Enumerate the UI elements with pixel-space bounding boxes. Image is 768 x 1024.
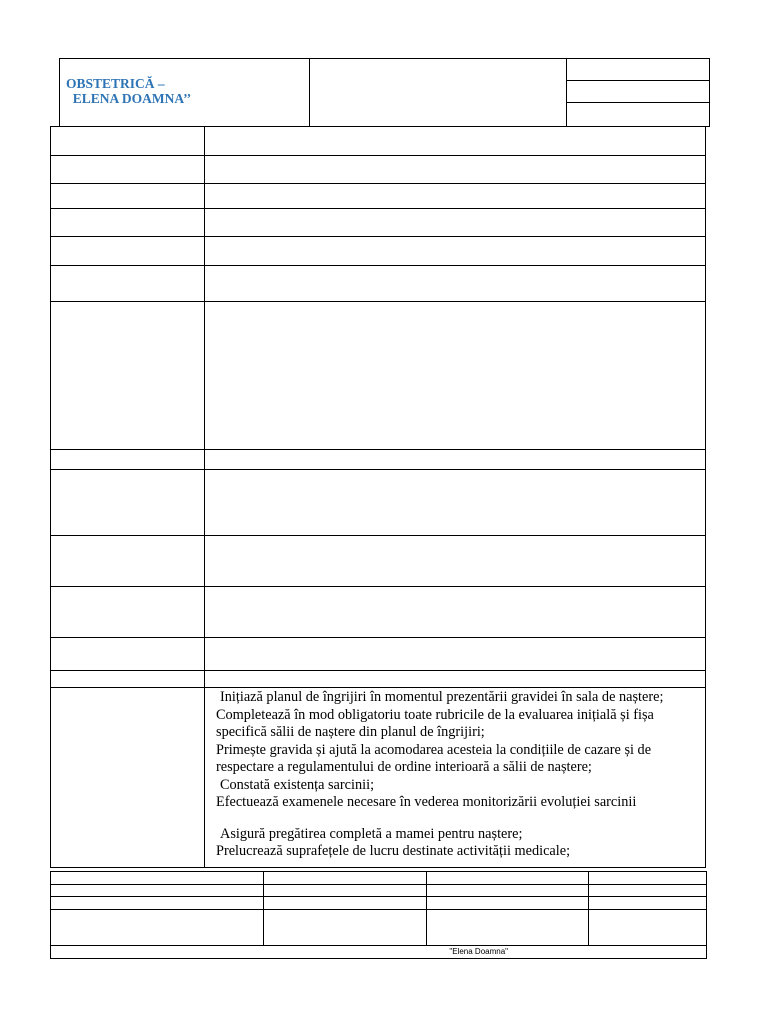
signature-cell	[589, 872, 707, 885]
label-cell	[51, 266, 205, 302]
table-row	[51, 638, 706, 671]
label-cell	[51, 587, 205, 638]
header-right-cell	[566, 59, 709, 126]
signature-cell	[264, 872, 427, 885]
duty-item: Constată existența sarcinii;	[220, 776, 375, 793]
table-row	[51, 872, 707, 885]
footer-note: "Elena Doamna"	[51, 946, 707, 959]
value-cell	[205, 127, 706, 156]
signature-cell	[51, 872, 264, 885]
table-row	[51, 671, 706, 688]
value-cell	[205, 536, 706, 587]
label-cell	[51, 638, 205, 671]
header-hospital-cell	[60, 59, 310, 126]
table-row	[51, 302, 706, 450]
table-row-duties	[51, 688, 706, 868]
value-cell	[205, 587, 706, 638]
job-description-table	[50, 126, 706, 868]
value-cell	[205, 470, 706, 536]
value-cell	[205, 671, 706, 688]
table-row	[51, 587, 706, 638]
table-row	[51, 450, 706, 470]
header-right-row	[566, 81, 709, 103]
duties-label-cell	[51, 688, 205, 868]
value-cell	[205, 237, 706, 266]
label-cell	[51, 470, 205, 536]
signature-cell	[589, 910, 707, 946]
duty-item: Completează în mod obligatoriu toate rubricile de la evaluarea inițială și fișa specifică sălii de naștere din planul de îngrijiri;	[216, 706, 654, 740]
label-cell	[51, 536, 205, 587]
value-cell	[205, 638, 706, 671]
value-cell	[205, 184, 706, 209]
signature-cell	[51, 897, 264, 910]
duty-item: Inițiază planul de îngrijiri în momentul prezentării gravidei în sala de naștere;	[220, 689, 664, 705]
table-row	[51, 127, 706, 156]
signature-cell	[589, 897, 707, 910]
table-row	[51, 156, 706, 184]
document-header	[59, 58, 710, 127]
table-row	[51, 237, 706, 266]
signature-cell	[264, 910, 427, 946]
duty-item: Prelucrează suprafețele de lucru destinate activității medicale;	[216, 843, 571, 859]
table-row	[51, 897, 707, 910]
duty-item: Asigură pregătirea completă a mamei pentru naștere;	[220, 825, 523, 842]
label-cell	[51, 127, 205, 156]
signature-cell	[264, 885, 427, 897]
table-row	[51, 266, 706, 302]
label-cell	[51, 156, 205, 184]
table-row	[51, 184, 706, 209]
signature-cell	[427, 872, 589, 885]
value-cell	[205, 156, 706, 184]
table-row	[51, 536, 706, 587]
signature-cell	[589, 885, 707, 897]
label-cell	[51, 237, 205, 266]
value-cell	[205, 450, 706, 470]
value-cell	[205, 302, 706, 450]
value-cell	[205, 209, 706, 237]
hospital-title: OBSTETRICĂ – ELENA DOAMNA’’	[66, 76, 192, 106]
table-row	[51, 885, 707, 897]
duties-cell	[205, 688, 706, 868]
label-cell	[51, 209, 205, 237]
signature-cell	[264, 897, 427, 910]
signature-cell	[427, 897, 589, 910]
label-cell	[51, 184, 205, 209]
signature-cell	[51, 910, 264, 946]
table-row	[51, 946, 707, 959]
duty-item: Primește gravida și ajută la acomodarea acesteia la condițiile de cazare și de respectare a regulamentului de ordine interioară a sălii de naștere;	[216, 741, 652, 775]
label-cell	[51, 671, 205, 688]
signature-cell	[427, 910, 589, 946]
signature-table	[50, 871, 706, 959]
header-right-row	[566, 103, 709, 125]
duty-item: Efectuează examenele necesare în vederea monitorizării evoluției sarcinii	[216, 794, 637, 810]
signature-cell	[427, 885, 589, 897]
table-row	[51, 910, 707, 946]
value-cell	[205, 266, 706, 302]
table-row	[51, 209, 706, 237]
header-middle-cell	[309, 59, 567, 126]
label-cell	[51, 450, 205, 470]
signature-cell	[51, 885, 264, 897]
header-right-row	[566, 59, 709, 81]
label-cell	[51, 302, 205, 450]
table-row	[51, 470, 706, 536]
